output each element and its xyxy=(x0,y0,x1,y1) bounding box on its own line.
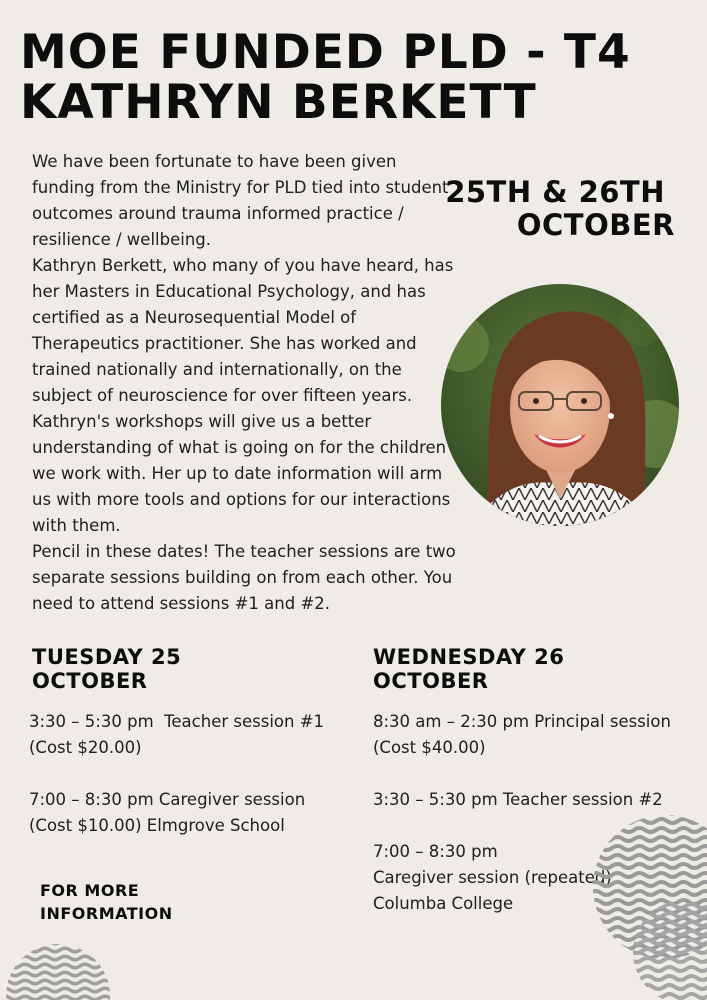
session-cost: (Cost $40.00) xyxy=(373,738,486,757)
session-item xyxy=(373,709,703,761)
event-dates-line-2: OCTOBER xyxy=(516,208,675,242)
intro-paragraph-2: Kathryn Berkett, who many of you have heard, has her Masters in Educational Psychology, and has certified as a Neurosequential Model of Therapeutics practitioner. She has worked and trained nationally and internationally, on the subject of neuroscience for over fifteen years. Kathryn's workshops will give us a better understanding of what is going on for the children we work with. Her up to date information will arm us with more tools and options for our interactions with them. xyxy=(32,256,454,535)
wave-circle-decoration xyxy=(590,812,707,1000)
session-item xyxy=(29,787,352,839)
wave-stripe xyxy=(0,980,110,984)
session-item xyxy=(29,709,352,761)
wave-stripe xyxy=(590,837,707,841)
wave-stripe xyxy=(590,812,707,814)
wave-stripe xyxy=(590,864,707,868)
wave-stripe xyxy=(590,855,707,859)
tuesday-heading-line-2: OCTOBER xyxy=(32,669,148,693)
wave-stripe xyxy=(590,873,707,877)
session-time: 3:30 – 5:30 pm Teacher session #2 xyxy=(373,790,663,809)
more-info-line-1: FOR MORE xyxy=(40,881,140,900)
session-venue: Columba College xyxy=(373,894,514,913)
wave-stripe xyxy=(0,948,110,952)
session-time: 3:30 – 5:30 pm Teacher session #1 xyxy=(29,712,325,731)
wave-stripe xyxy=(0,956,110,960)
wave-stripe xyxy=(0,988,110,992)
event-dates xyxy=(445,176,675,242)
wave-stripe xyxy=(620,976,707,980)
tuesday-heading-line-1: TUESDAY 25 xyxy=(32,645,182,669)
wave-stripe xyxy=(620,958,707,962)
wave-stripe xyxy=(590,846,707,850)
session-time: 7:00 – 8:30 pm Caregiver session xyxy=(29,790,306,809)
wave-stripe xyxy=(620,967,707,971)
wave-stripe xyxy=(620,985,707,989)
session-cost: (Cost $20.00) xyxy=(29,738,142,757)
intro-paragraph-1: We have been fortunate to have been given funding from the Ministry for PLD tied into student outcomes around trauma informed practice / resilience / wellbeing. xyxy=(32,152,449,249)
intro-text xyxy=(32,149,462,617)
presenter-photo xyxy=(441,284,679,526)
session-description: Caregiver session (repeated) xyxy=(373,868,612,887)
session-item xyxy=(373,787,703,813)
session-time: 7:00 – 8:30 pm xyxy=(373,842,498,861)
wednesday-heading-line-2: OCTOBER xyxy=(373,669,489,693)
intro-paragraph-3: Pencil in these dates! The teacher sessions are two separate sessions building on from each other. You need to attend sessions #1 and #2. xyxy=(32,542,456,613)
wednesday-heading xyxy=(373,645,703,693)
wave-stripe xyxy=(590,882,707,886)
more-info-line-2: INFORMATION xyxy=(40,904,173,923)
wave-stripe xyxy=(590,891,707,895)
session-time: 8:30 am – 2:30 pm Principal session xyxy=(373,712,671,731)
wednesday-heading-line-1: WEDNESDAY 26 xyxy=(373,645,565,669)
wave-stripe xyxy=(590,828,707,832)
event-dates-line-1: 25TH & 26TH xyxy=(445,175,665,209)
wave-circle-decoration xyxy=(0,938,110,1000)
wave-stripe xyxy=(0,996,110,1000)
wave-stripe xyxy=(620,994,707,998)
more-information-link[interactable] xyxy=(40,879,173,925)
wave-stripe xyxy=(0,972,110,976)
title-line-2: KATHRYN BERKETT xyxy=(20,75,537,130)
title-line-1: MOE FUNDED PLD - T4 xyxy=(20,25,631,80)
page-title xyxy=(20,25,631,130)
wave-stripe xyxy=(590,819,707,823)
tuesday-column xyxy=(29,645,352,865)
tuesday-heading xyxy=(32,645,352,693)
wave-stripe xyxy=(0,940,110,944)
session-cost: (Cost $10.00) Elmgrove School xyxy=(29,816,285,835)
wave-stripe xyxy=(0,964,110,968)
